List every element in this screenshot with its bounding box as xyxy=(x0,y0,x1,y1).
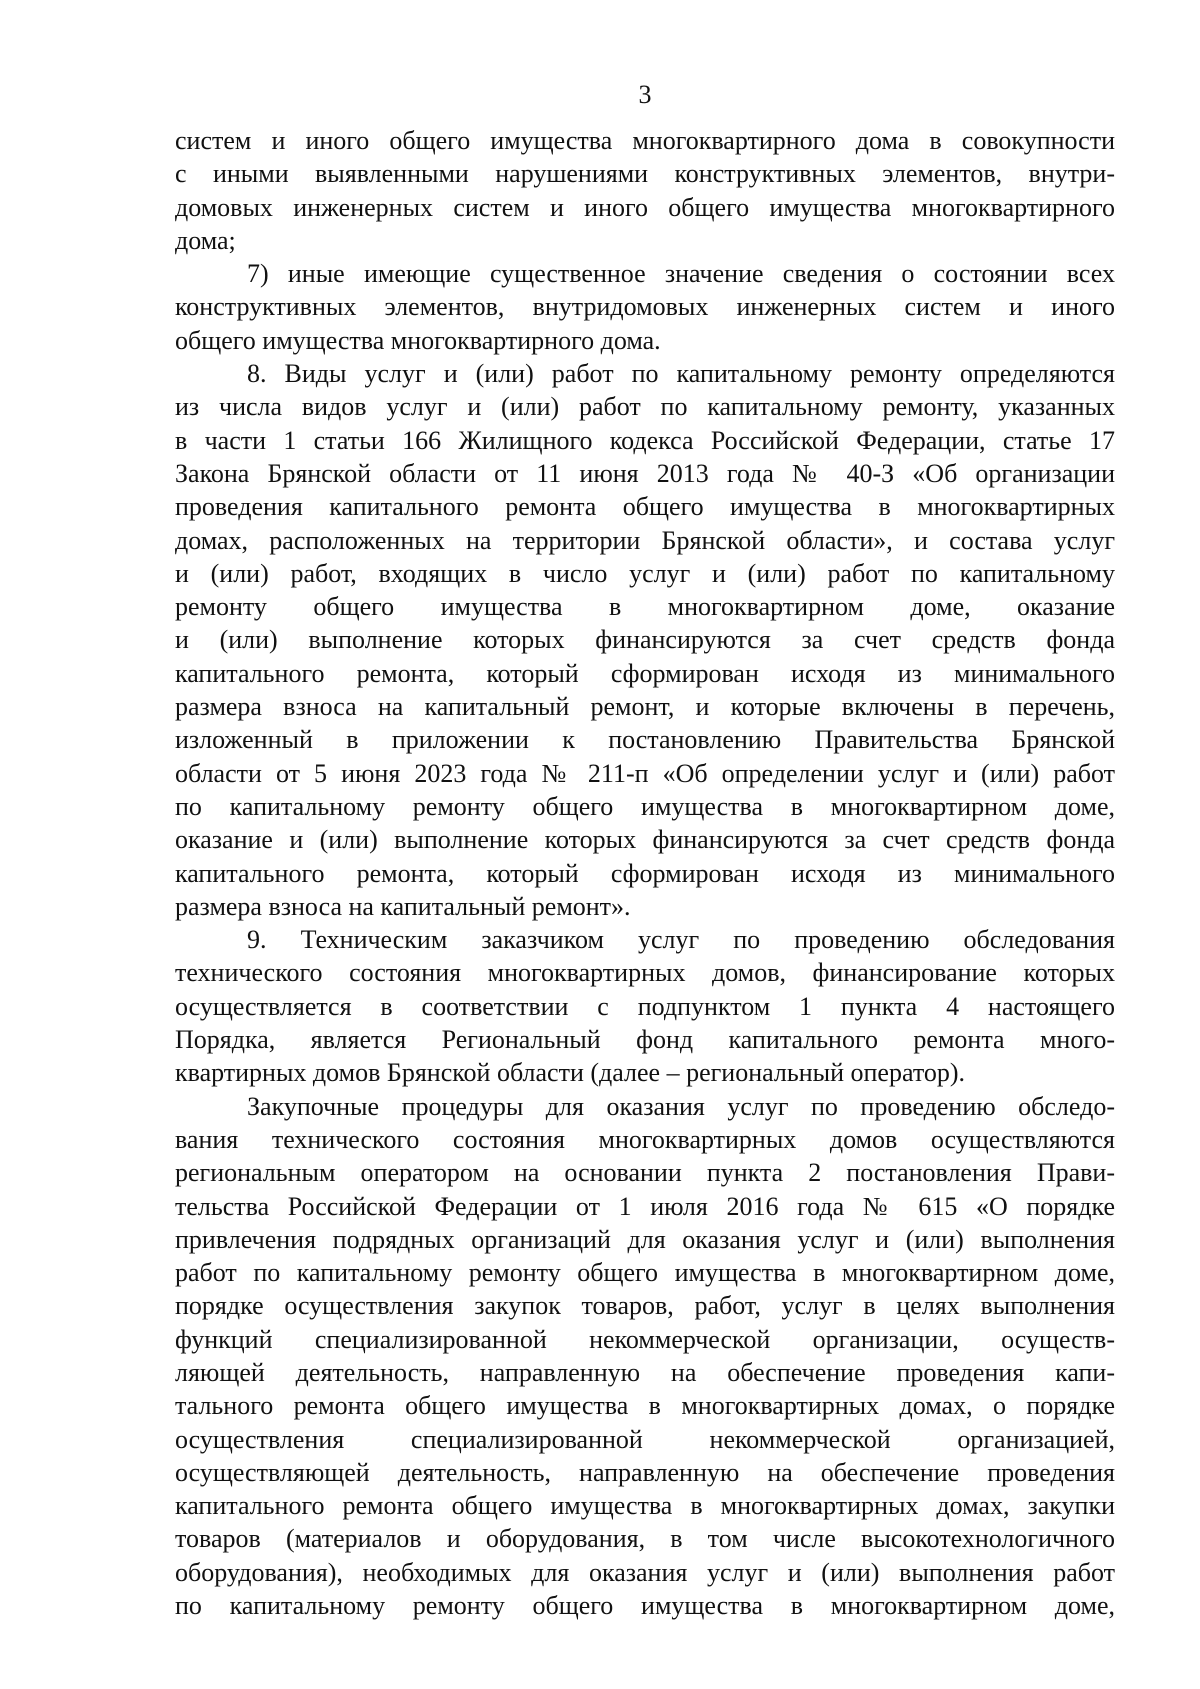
text-line: домах, расположенных на территории Брянской области», и состава услуг xyxy=(175,525,1115,555)
text-line: квартирных домов Брянской области (далее – региональный оператор). xyxy=(175,1058,966,1088)
text-line: Порядка, является Региональный фонд капитального ремонта много- xyxy=(175,1025,1115,1055)
text-line: капитального ремонта общего имущества в многоквартирных домах, закупки xyxy=(175,1491,1115,1521)
text-line: капитального ремонта, который сформирован исходя из минимального xyxy=(175,858,1115,888)
text-line: работ по капитальному ремонту общего имущества в многоквартирном доме, xyxy=(175,1258,1115,1288)
text-line: области от 5 июня 2023 года № 211-п «Об определении услуг и (или) работ xyxy=(175,758,1115,788)
text-line: ремонту общего имущества в многоквартирном доме, оказание xyxy=(175,592,1115,622)
text-line: 9. Техническим заказчиком услуг по проведению обследования xyxy=(247,925,1115,955)
text-line: осуществляется в соответствии с подпунктом 1 пункта 4 настоящего xyxy=(175,991,1115,1021)
text-line: 7) иные имеющие существенное значение сведения о состоянии всех xyxy=(247,259,1115,289)
text-line: систем и иного общего имущества многоквартирного дома в совокупности xyxy=(175,126,1115,155)
text-line: общего имущества многоквартирного дома. xyxy=(175,325,661,355)
text-line: Закона Брянской области от 11 июня 2013 года № 40-З «Об организации xyxy=(175,458,1115,488)
text-line: тального ремонта общего имущества в многоквартирных домах, о порядке xyxy=(175,1391,1115,1421)
text-line: и (или) работ, входящих в число услуг и (или) работ по капитальному xyxy=(175,558,1115,588)
text-line: оборудования), необходимых для оказания услуг и (или) выполнения работ xyxy=(175,1557,1115,1587)
text-line: товаров (материалов и оборудования, в том числе высокотехнологичного xyxy=(175,1524,1115,1554)
text-line: капитального ремонта, который сформирован исходя из минимального xyxy=(175,658,1115,688)
text-line: осуществляющей деятельность, направленную на обеспечение проведения xyxy=(175,1457,1115,1487)
text-line: изложенный в приложении к постановлению Правительства Брянской xyxy=(175,725,1115,755)
text-line: функций специализированной некоммерческой организации, осуществ- xyxy=(175,1324,1115,1354)
text-line: по капитальному ремонту общего имущества в многоквартирном доме, xyxy=(175,1591,1115,1621)
text-line: региональным оператором на основании пункта 2 постановления Прави- xyxy=(175,1158,1115,1188)
text-line: по капитальному ремонту общего имущества в многоквартирном доме, xyxy=(175,791,1115,821)
page-number: 3 xyxy=(638,80,652,109)
text-line: Закупочные процедуры для оказания услуг по проведению обследо- xyxy=(247,1091,1115,1121)
text-line: привлечения подрядных организаций для оказания услуг и (или) выполнения xyxy=(175,1224,1115,1254)
text-line: размера взноса на капитальный ремонт». xyxy=(175,891,631,921)
text-line: размера взноса на капитальный ремонт, и которые включены в перечень, xyxy=(175,692,1115,722)
text-line: 8. Виды услуг и (или) работ по капитальному ремонту определяются xyxy=(247,359,1115,389)
text-line: из числа видов услуг и (или) работ по капитальному ремонту, указанных xyxy=(175,392,1115,422)
text-line: вания технического состояния многоквартирных домов осуществляются xyxy=(175,1124,1115,1154)
text-line: технического состояния многоквартирных домов, финансирование которых xyxy=(175,958,1115,988)
text-line: порядке осуществления закупок товаров, работ, услуг в целях выполнения xyxy=(175,1291,1115,1321)
text-line: с иными выявленными нарушениями конструктивных элементов, внутри- xyxy=(175,159,1115,189)
text-line: конструктивных элементов, внутридомовых инженерных систем и иного xyxy=(175,292,1115,322)
text-line: проведения капитального ремонта общего имущества в многоквартирных xyxy=(175,492,1115,522)
text-line: тельства Российской Федерации от 1 июля 2016 года № 615 «О порядке xyxy=(175,1191,1115,1221)
text-line: оказание и (или) выполнение которых финансируются за счет средств фонда xyxy=(175,825,1115,855)
text-line: дома; xyxy=(175,225,236,255)
text-line: осуществления специализированной некоммерческой организацией, xyxy=(175,1424,1115,1454)
text-line: в части 1 статьи 166 Жилищного кодекса Российской Федерации, статье 17 xyxy=(175,425,1115,455)
text-line: и (или) выполнение которых финансируются за счет средств фонда xyxy=(175,625,1115,655)
text-line: ляющей деятельность, направленную на обеспечение проведения капи- xyxy=(175,1357,1115,1387)
text-line: домовых инженерных систем и иного общего имущества многоквартирного xyxy=(175,192,1115,222)
document-body xyxy=(175,124,1115,1622)
